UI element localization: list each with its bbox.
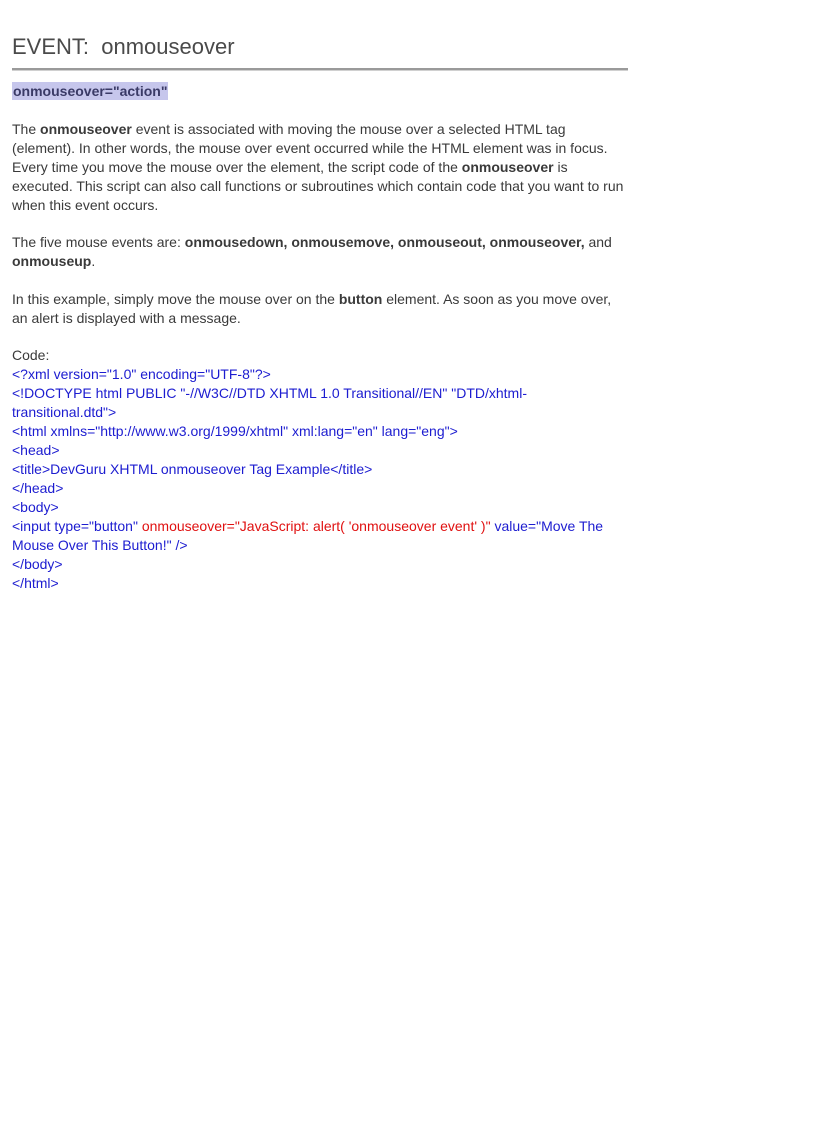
code-line-input xyxy=(12,517,628,555)
syntax-highlight: onmouseover="action" xyxy=(13,83,168,99)
text-run: element. As soon as you move over, an alert is displayed with a message. xyxy=(12,291,612,326)
mouse-events-paragraph xyxy=(12,233,628,271)
code-line: </body> xyxy=(12,556,63,572)
code-line: </head> xyxy=(12,480,64,496)
code-block xyxy=(12,365,628,593)
title-divider xyxy=(12,68,628,71)
description-paragraph xyxy=(12,120,628,215)
text-run: The five mouse events are: xyxy=(12,234,185,250)
text-run: In this example, simply move the mouse over on the xyxy=(12,291,339,307)
code-line: <!DOCTYPE html PUBLIC "-//W3C//DTD XHTML 1.0 Transitional//EN" "DTD/xhtml-transitional.dtd"> xyxy=(12,385,527,420)
text-run: and xyxy=(584,234,612,250)
code-line: <head> xyxy=(12,442,60,458)
code-line: <title>DevGuru XHTML onmouseover Tag Example</title> xyxy=(12,461,373,477)
text-run: is executed. This script can also call functions or subroutines which contain code that you want to run when this event occurs. xyxy=(12,159,624,213)
text-run: event is associated with moving the mouse over a selected HTML tag (element). In other words, the mouse over event occurred while the HTML element was in focus. Every time you move the mouse over the element, the script code of the xyxy=(12,121,608,175)
bold-term: onmouseup xyxy=(12,253,92,269)
text-run: The xyxy=(12,121,41,137)
bold-term: onmousedown, onmousemove, onmouseout, onmouseover, xyxy=(184,234,585,250)
bold-term: onmouseover xyxy=(40,121,132,137)
code-label: Code: xyxy=(12,347,50,363)
bold-term: onmouseover xyxy=(461,159,554,175)
page-title: EVENT: onmouseover xyxy=(12,34,235,59)
example-paragraph xyxy=(12,290,628,328)
code-line: </html> xyxy=(12,575,59,591)
code-fragment: <input type="button" xyxy=(12,518,142,534)
code-line: <html xmlns="http://www.w3.org/1999/xhtml" xml:lang="en" lang="eng"> xyxy=(12,423,458,439)
code-fragment: value="Move The Mouse Over This Button!" /> xyxy=(12,518,604,553)
code-line: <?xml version="1.0" encoding="UTF-8"?> xyxy=(12,366,271,382)
code-line: <body> xyxy=(12,499,59,515)
code-event-attribute: onmouseover="JavaScript: alert( 'onmouseover event' )" xyxy=(141,518,491,534)
bold-term: button xyxy=(338,291,383,307)
text-run: . xyxy=(91,253,96,269)
